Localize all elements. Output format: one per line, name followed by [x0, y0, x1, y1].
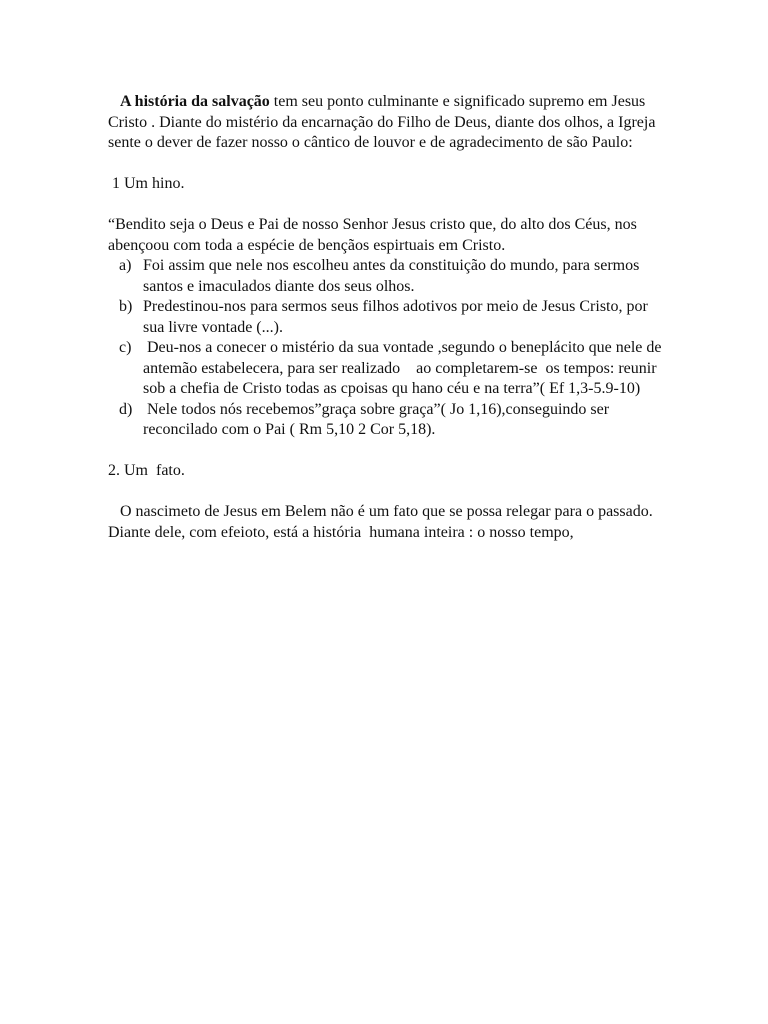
list-item-a [108, 256, 668, 297]
section-2-heading: 2. Um fato. [108, 462, 185, 479]
intro-bold-lead: A história da salvação [120, 93, 270, 110]
list-marker: d) [119, 400, 133, 418]
list-marker: c) [119, 339, 132, 356]
list-item-text: Deu-nos a conecer o mistério da sua vontade ,segundo o beneplácito que nele de antemão estabelecera, para ser realizado ao completarem-se os tempos: reunir sob a chefia de Cristo todas as cpoisas qu hano céu e na terra”( Ef 1,3-5.9-10) [143, 339, 666, 397]
list-item-b [108, 297, 668, 338]
list-item-text: Foi assim que nele nos escolheu antes da constituição do mundo, para sermos santos e imaculados diante dos seus olhos. [143, 257, 640, 295]
list-item-d [108, 400, 668, 441]
section-1-heading-text: 1 Um hino. [112, 175, 185, 192]
list-marker: a) [119, 257, 132, 274]
list-item-text: Nele todos nós recebemos”graça sobre graça”( Jo 1,16),conseguindo ser reconcilado com o Pai ( Rm 5,10 2 Cor 5,18). [143, 400, 614, 438]
intro-paragraph [108, 92, 668, 154]
intro-text: tem seu ponto culminante e significado supremo em Jesus Cristo . Diante do mistério da encarnação do Filho de Deus, diante dos olhos, a Igreja sente o dever de fazer nosso o cântico de louvor e de agradecimento de são Paulo: [108, 93, 656, 151]
section-1-heading [108, 174, 668, 195]
list-item-c [108, 338, 668, 400]
closing-paragraph: O nascimeto de Jesus em Belem não é um fato que se possa relegar para o passado. Diante dele, com efeioto, está a história humana inteira : o nosso tempo, [108, 503, 657, 541]
quote-paragraph: “Bendito seja o Deus e Pai de nosso Senhor Jesus cristo que, do alto dos Céus, nos abençoou com toda a espécie de bençãos espirtuais em Cristo. [108, 216, 637, 254]
list-marker: b) [119, 298, 133, 315]
list-item-text: Predestinou-nos para sermos seus filhos adotivos por meio de Jesus Cristo, por sua livre vontade (...). [143, 298, 648, 336]
document-body [108, 92, 668, 543]
lettered-list [108, 256, 668, 441]
